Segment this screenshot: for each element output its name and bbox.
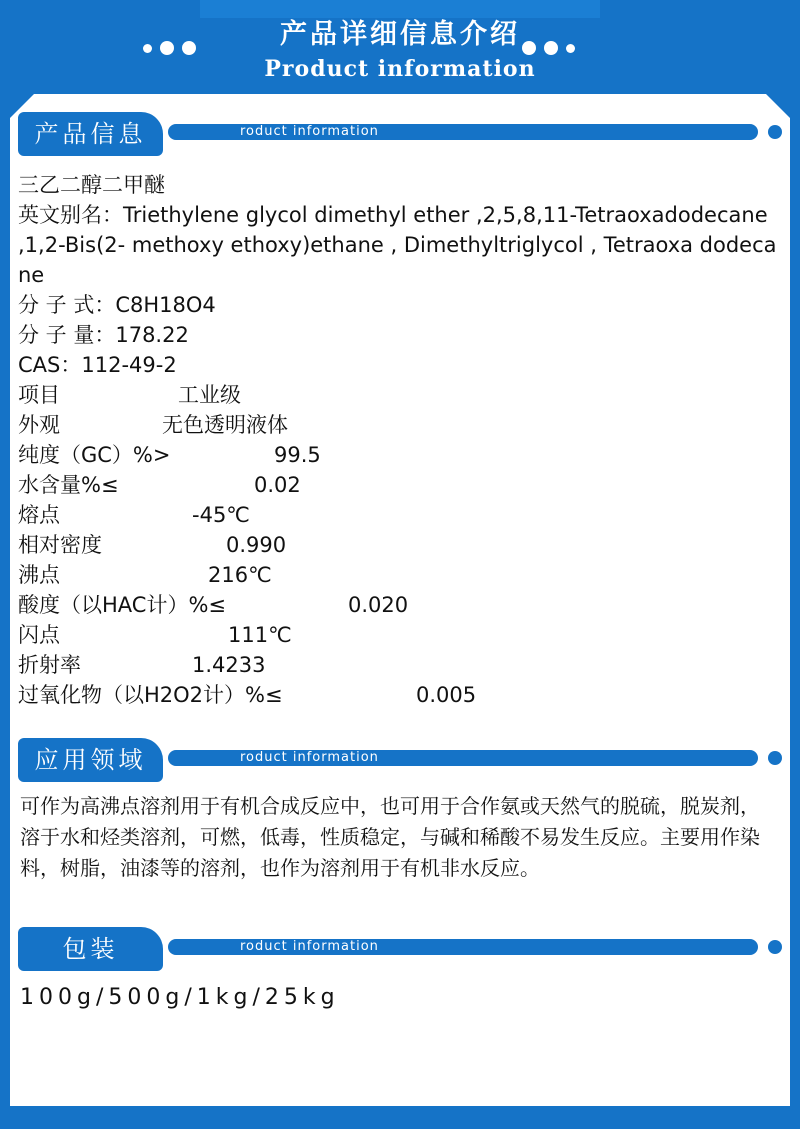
spec-label: 相对密度 — [18, 533, 102, 557]
section-subtitle-bar: roduct information — [168, 939, 758, 955]
spec-label: 纯度（GC）%> — [18, 443, 171, 467]
dot-icon — [544, 41, 558, 55]
spec-row — [18, 590, 778, 620]
section-tab-label: 产品信息 — [18, 112, 163, 156]
header-dots-left — [143, 41, 196, 55]
english-alias: 英文别名：Triethylene glycol dimethyl ether ,2,5,8,11-Tetraoxadodecane ,1,2-Bis(2- methoxy ethoxy)ethane , Dimethyltriglycol , Tetraoxa dodecane — [18, 203, 777, 287]
section-subtitle-bar: roduct information — [168, 124, 758, 140]
frame-border-right — [790, 94, 800, 1129]
dot-icon — [143, 44, 152, 53]
dot-icon — [566, 44, 575, 53]
spec-value: 0.02 — [254, 473, 301, 497]
spec-row — [18, 560, 778, 590]
spec-label: 水含量%≤ — [18, 473, 119, 497]
spec-value: 0.020 — [348, 593, 409, 617]
section-tab-label: 包装 — [18, 927, 163, 971]
spec-label: 过氧化物（以H2O2计）%≤ — [18, 683, 283, 707]
spec-value: 99.5 — [274, 443, 321, 467]
spec-row — [18, 530, 778, 560]
spec-value: -45℃ — [192, 503, 250, 527]
spec-value: 工业级 — [178, 383, 241, 407]
spec-row — [18, 620, 778, 650]
spec-row — [18, 410, 778, 440]
application-text: 可作为高沸点溶剂用于有机合成反应中，也可用于合作氨或天然气的脱硫，脱炭剂，溶于水和烃类溶剂，可燃，低毒，性质稳定，与碱和稀酸不易发生反应。主要用作染料，树脂，油漆等的溶剂，也作为溶剂用于有机非水反应。 — [20, 794, 760, 880]
spec-row — [18, 380, 778, 410]
header-dots-right — [522, 41, 575, 55]
header-title-cn: 产品详细信息介绍 — [280, 19, 520, 50]
spec-row — [18, 500, 778, 530]
spec-label: 熔点 — [18, 503, 60, 527]
header-title-en: Product information — [264, 56, 536, 82]
dot-icon — [160, 41, 174, 55]
spec-value: 0.005 — [416, 683, 477, 707]
cas-number: CAS：112-49-2 — [18, 353, 177, 377]
spec-value: 216℃ — [208, 563, 272, 587]
spec-label: 外观 — [18, 413, 60, 437]
section-tab-label: 应用领域 — [18, 738, 163, 782]
product-name: 三乙二醇二甲醚 — [18, 173, 165, 197]
molecular-weight: 分 子 量：178.22 — [18, 323, 189, 347]
dot-icon — [522, 41, 536, 55]
section-subtitle-bar: roduct information — [168, 750, 758, 766]
spec-label: 酸度（以HAC计）%≤ — [18, 593, 226, 617]
dot-icon — [768, 751, 782, 765]
packaging-text: 100g/500g/1kg/25kg — [20, 985, 340, 1010]
section-header-packaging — [18, 927, 788, 971]
spec-label: 沸点 — [18, 563, 60, 587]
spec-row — [18, 440, 778, 470]
frame-border-left — [0, 94, 10, 1129]
section-header-product-info — [18, 112, 788, 156]
dot-icon — [768, 940, 782, 954]
product-info-body — [18, 170, 778, 710]
spec-label: 折射率 — [18, 653, 81, 677]
spec-value: 0.990 — [226, 533, 287, 557]
spec-row — [18, 650, 778, 680]
spec-value: 无色透明液体 — [162, 413, 288, 437]
molecular-formula: 分 子 式：C8H18O4 — [18, 293, 216, 317]
spec-value: 111℃ — [228, 623, 292, 647]
spec-label: 项目 — [18, 383, 60, 407]
spec-row — [18, 680, 778, 710]
frame-border-bottom — [0, 1106, 800, 1129]
dot-icon — [182, 41, 196, 55]
spec-row — [18, 470, 778, 500]
section-header-application — [18, 738, 788, 782]
spec-label: 闪点 — [18, 623, 60, 647]
dot-icon — [768, 125, 782, 139]
spec-value: 1.4233 — [192, 653, 266, 677]
